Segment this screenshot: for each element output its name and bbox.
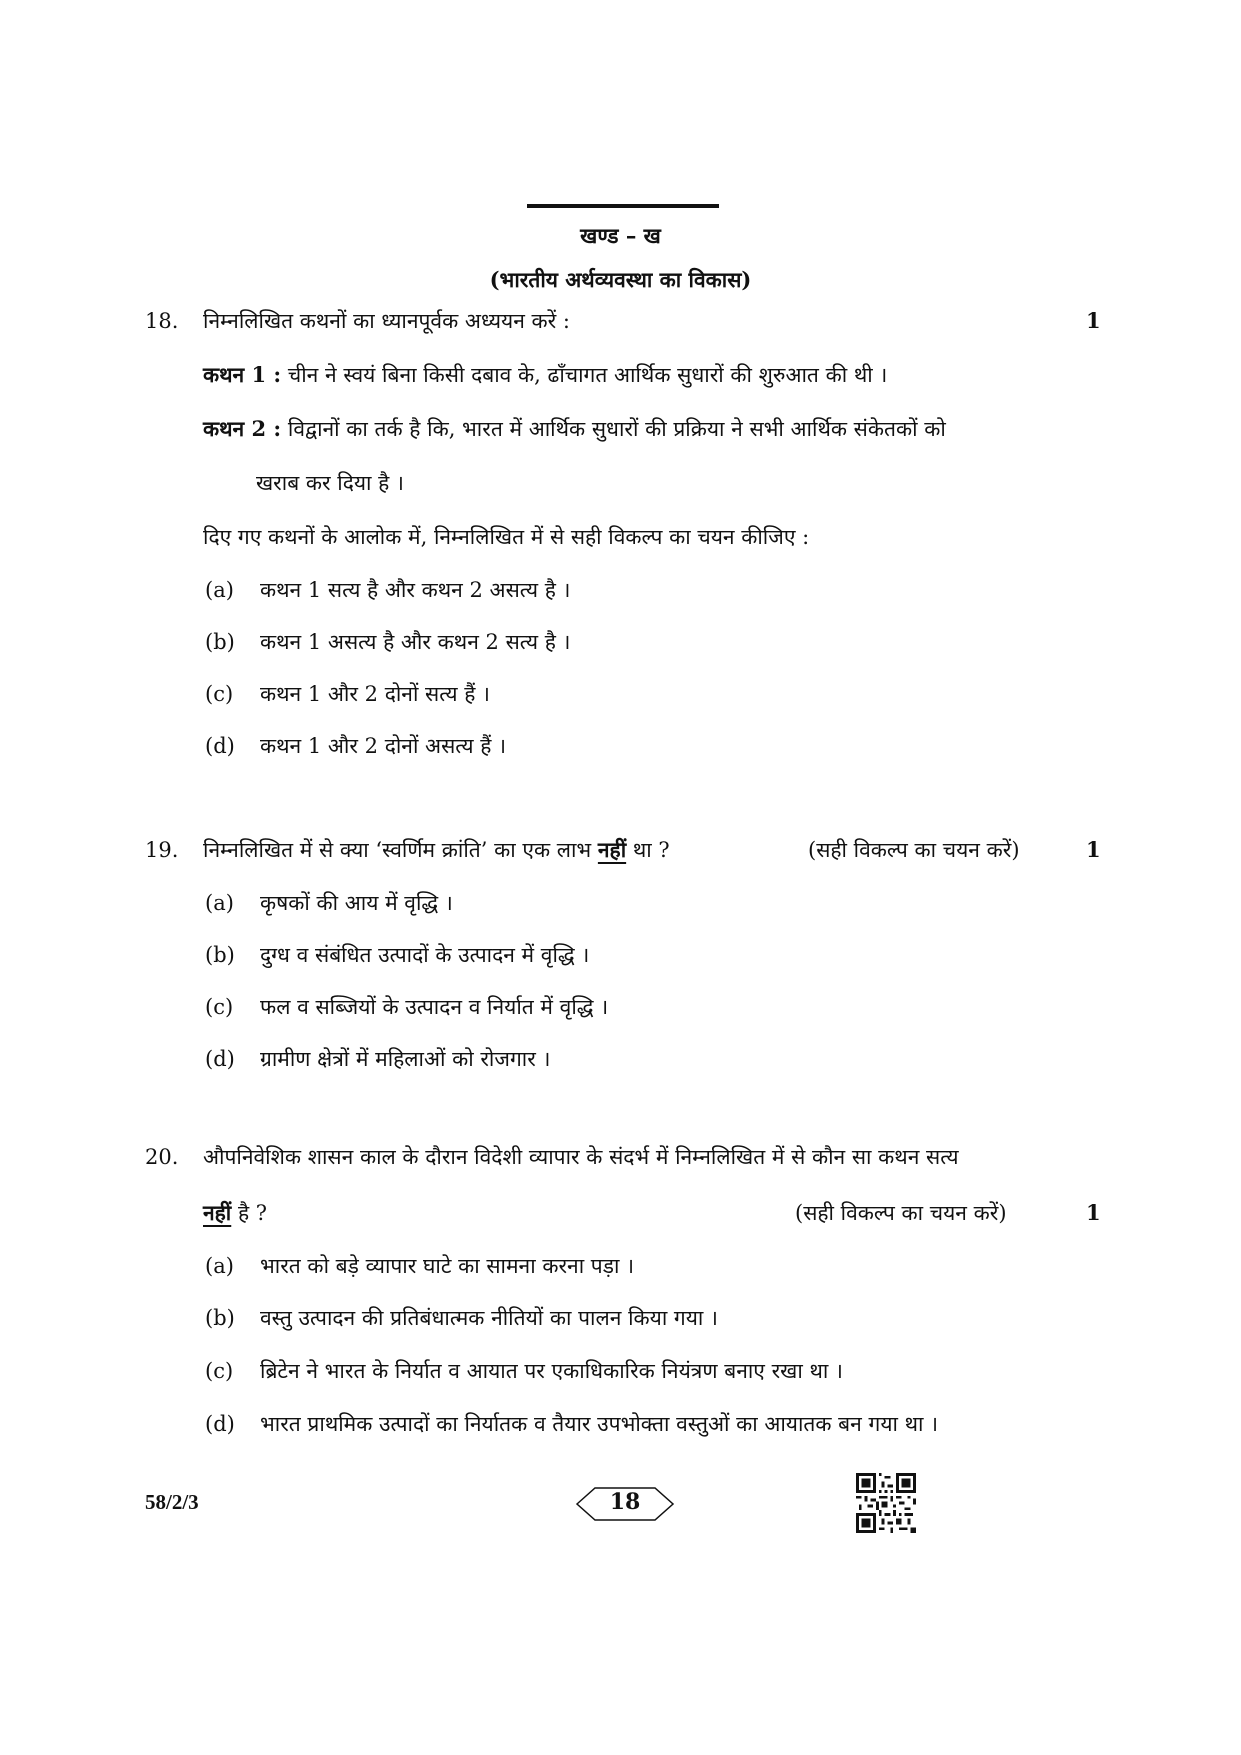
top-rule (527, 204, 719, 208)
page-number-badge (575, 1486, 675, 1522)
option-label: (b) (205, 630, 235, 654)
option-text: कथन 1 सत्य है और कथन 2 असत्य है । (260, 578, 571, 602)
section-subtitle: (भारतीय अर्थव्यवस्था का विकास) (489, 267, 752, 292)
question-text-end: है ? (237, 1201, 268, 1225)
option-label: (d) (205, 1412, 235, 1436)
option-text: कथन 1 और 2 दोनों असत्य हैं । (260, 734, 507, 758)
option-label: (a) (205, 578, 234, 602)
question-hint: (सही विकल्प का चयन करें) (795, 1201, 1007, 1225)
qr-code (856, 1473, 916, 1533)
statement-2-text: विद्वानों का तर्क है कि, भारत में आर्थिक सुधारों की प्रक्रिया ने सभी आर्थिक संकेतकों को (287, 417, 946, 441)
option-text: कथन 1 और 2 दोनों सत्य हैं । (260, 682, 490, 706)
option-text: ब्रिटेन ने भारत के निर्यात व आयात पर एकाधिकारिक नियंत्रण बनाए रखा था । (260, 1359, 843, 1383)
option-text: वस्तु उत्पादन की प्रतिबंधात्मक नीतियों का पालन किया गया । (260, 1306, 719, 1330)
statement-2-continuation: खराब कर दिया है । (256, 471, 404, 495)
question-text-emphasis: नहीं (203, 1200, 232, 1225)
option-label: (c) (205, 995, 234, 1019)
option-label: (b) (205, 943, 235, 967)
question-text-line-2 (203, 1198, 267, 1228)
option-text: दुग्ध व संबंधित उत्पादों के उत्पादन में वृद्धि । (260, 943, 590, 967)
option-label: (c) (205, 1359, 234, 1383)
question-number: 19. (145, 838, 179, 862)
option-label: (d) (205, 734, 235, 758)
question-number: 18. (145, 309, 179, 333)
question-text-end: था ? (632, 838, 670, 862)
statement-2-label: कथन 2 : (203, 416, 282, 441)
question-text-line-1: औपनिवेशिक शासन काल के दौरान विदेशी व्यापार के संदर्भ में निम्नलिखित में से कौन सा कथन सत्य (203, 1145, 959, 1169)
statement-1-label: कथन 1 : (203, 362, 282, 387)
option-label: (c) (205, 682, 234, 706)
question-text-start: निम्नलिखित में से क्या ‘स्वर्णिम क्रांति’ का एक लाभ (203, 838, 592, 862)
question-instruction: दिए गए कथनों के आलोक में, निम्नलिखित में से सही विकल्प का चयन कीजिए : (203, 525, 810, 549)
question-marks: 1 (1086, 837, 1101, 862)
statement-1 (203, 360, 887, 390)
question-text (203, 835, 670, 865)
option-text: फल व सब्जियों के उत्पादन व निर्यात में वृद्धि । (260, 995, 609, 1019)
question-hint: (सही विकल्प का चयन करें) (808, 838, 1020, 862)
option-label: (a) (205, 891, 234, 915)
statement-2 (203, 414, 946, 444)
page-number: 18 (609, 1489, 641, 1515)
question-number: 20. (145, 1145, 179, 1169)
question-text-emphasis: नहीं (597, 837, 627, 862)
question-marks: 1 (1086, 1200, 1101, 1225)
paper-code: 58/2/3 (145, 1490, 199, 1514)
option-text: कथन 1 असत्य है और कथन 2 सत्य है । (260, 630, 571, 654)
option-text: कृषकों की आय में वृद्धि । (260, 891, 453, 915)
statement-1-text: चीन ने स्वयं बिना किसी दबाव के, ढाँचागत आर्थिक सुधारों की शुरुआत की थी । (287, 363, 888, 387)
question-text: निम्नलिखित कथनों का ध्यानपूर्वक अध्ययन करें : (203, 309, 570, 333)
option-label: (d) (205, 1047, 235, 1071)
question-marks: 1 (1086, 308, 1101, 333)
option-label: (a) (205, 1254, 234, 1278)
option-text: भारत प्राथमिक उत्पादों का निर्यातक व तैयार उपभोक्ता वस्तुओं का आयातक बन गया था । (260, 1412, 939, 1436)
option-text: भारत को बड़े व्यापार घाटे का सामना करना पड़ा । (260, 1254, 635, 1278)
option-text: ग्रामीण क्षेत्रों में महिलाओं को रोजगार । (260, 1047, 551, 1071)
option-label: (b) (205, 1306, 235, 1330)
section-title: खण्ड – ख (580, 223, 661, 248)
